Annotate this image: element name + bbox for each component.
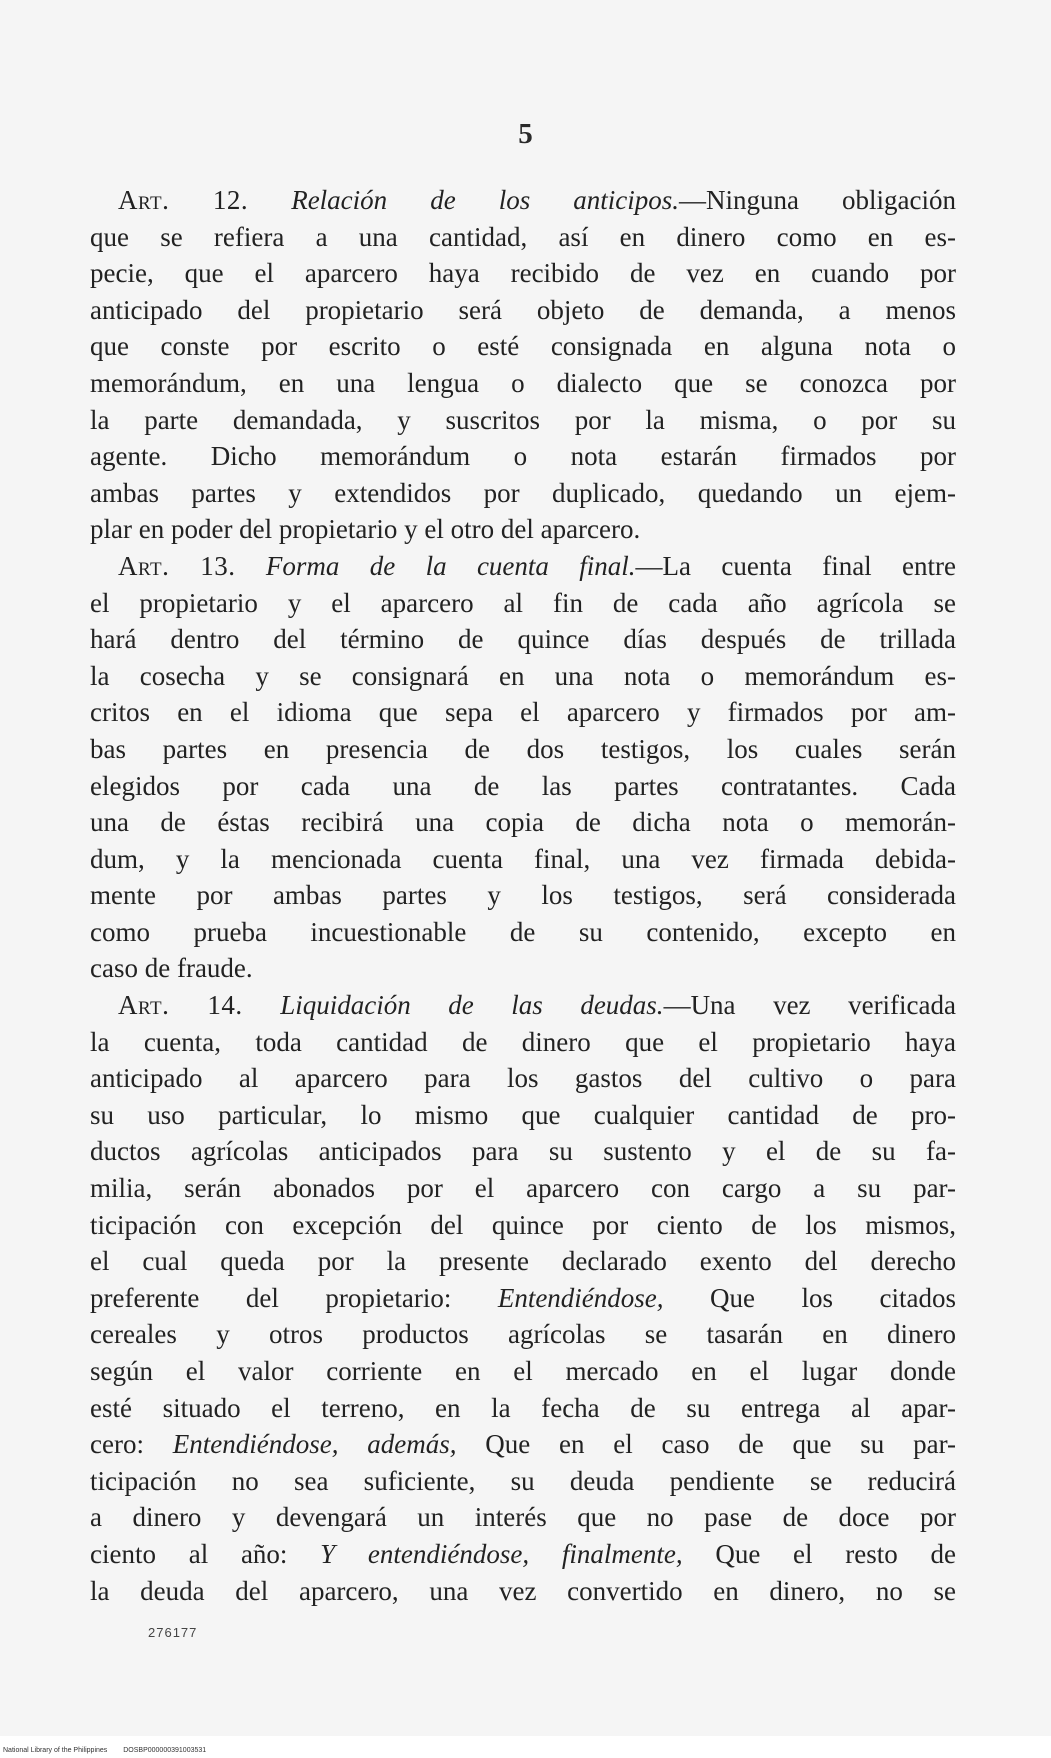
art14-title: Liquidación de las deudas. [280,990,664,1021]
art14-line-2: la cuenta, toda cantidad de dinero que el propietario haya [90,1026,956,1057]
art12-line-7: la parte demandada, y suscritos por la misma, o por su [90,404,956,435]
art14-line-17: la deuda del aparcero, una vez convertido en dinero, no se [90,1575,956,1606]
art14-line-12: esté situado el terreno, en la fecha de su entrega al apar- [90,1392,956,1423]
art14-line-9 [90,1280,956,1317]
body-text [90,182,956,1609]
art14-line-8: el cual queda por la presente declarado exento del derecho [90,1246,956,1277]
art12-line-1 [90,182,956,219]
art12-line-8: agente. Dicho memorándum o nota estarán firmados por [90,441,956,472]
art14-line-4: su uso particular, lo mismo que cualquier cantidad de pro- [90,1099,956,1130]
art12-line-6: memorándum, en una lengua o dialecto que se conozca por [90,367,956,398]
art12-line-2: que se refiera a una cantidad, así en dinero como en es- [90,221,956,252]
art14-line-14: ticipación no sea suficiente, su deuda pendiente se reducirá [90,1465,956,1496]
art14-line-10: cereales y otros productos agrícolas se tasarán en dinero [90,1319,956,1350]
art13-title: Forma de la cuenta final. [265,550,636,581]
art13-line-1 [90,548,956,585]
art14-line-16-italic: Y entendiéndose, finalmente, [320,1538,683,1569]
art13-line-12: caso de fraude. [90,953,253,984]
art14-line-7: ticipación con excepción del quince por ciento de los mismos, [90,1209,956,1240]
art14-line-13-italic: Entendiéndose, además, [172,1429,457,1460]
art14-line-13 [90,1426,956,1463]
printer-code: 276177 [148,1625,198,1640]
art14-line-13-pre: cero: [90,1429,173,1460]
art12-line-9: ambas partes y extendidos por duplicado, quedando un ejem- [90,477,956,508]
art14-line-9-post: Que los citados [663,1282,956,1313]
art14-line-11: según el valor corriente en el mercado en el lugar donde [90,1356,956,1386]
art14-line-1 [90,987,956,1024]
art13-line-5: critos en el idioma que sepa el aparcero y firmados por am- [90,697,956,728]
art14-line-16 [90,1536,956,1573]
page-number: 5 [518,118,533,150]
art14-line-16-post: Que el resto de [682,1538,956,1569]
art13-line-6: bas partes en presencia de dos testigos, los cuales serán [90,733,956,764]
art12-line-3: pecie, que el aparcero haya recibido de vez en cuando por [90,258,956,289]
scan-footer-text [3,1747,220,1754]
art14-text: —Una vez verificada [663,990,957,1021]
footer-library: National Library of the Philippines [3,1747,108,1754]
art12-text: —Ninguna obligación [679,185,956,215]
art14-line-9-italic: Entendiéndose, [497,1282,664,1313]
art12-label: Art. 12. [118,185,249,215]
footer-code: DOSBP000000391003531 [123,1747,207,1754]
art12-line-4: anticipado del propietario será objeto de demanda, a menos [90,294,956,325]
art12-line-5: que conste por escrito o esté consignada en alguna nota o [90,331,956,362]
art13-line-10: mente por ambas partes y los testigos, será considerada [90,880,956,911]
art14-line-5: ductos agrícolas anticipados para su sustento y el de su fa- [90,1136,956,1167]
art13-line-8: una de éstas recibirá una copia de dicha nota o memorán- [90,807,956,838]
scan-footer [0,1736,1051,1758]
art12-title: Relación de los anticipos. [291,185,679,215]
art13-line-11: como prueba incuestionable de su contenido, excepto en [90,916,956,947]
art13-line-2: el propietario y el aparcero al fin de cada año agrícola se [90,587,956,618]
art13-line-4: la cosecha y se consignará en una nota o memorándum es- [90,660,956,691]
art13-line-9: dum, y la mencionada cuenta final, una vez firmada debida- [90,843,956,874]
art14-line-3: anticipado al aparcero para los gastos del cultivo o para [90,1063,956,1094]
art14-line-13-post: Que en el caso de que su par- [456,1429,957,1460]
art13-line-7: elegidos por cada una de las partes contratantes. Cada [90,770,956,801]
art13-text: —La cuenta final entre [635,550,957,581]
art14-line-9-pre: preferente del propietario: [90,1282,498,1313]
art12-line-10: plar en poder del propietario y el otro del aparcero. [90,514,641,545]
art14-label: Art. 14. [118,990,243,1021]
art14-line-15: a dinero y devengará un interés que no pase de doce por [90,1502,956,1533]
art13-label: Art. 13. [118,550,236,581]
art14-line-16-pre: ciento al año: [90,1538,321,1569]
art14-line-6: milia, serán abonados por el aparcero con cargo a su par- [90,1173,956,1204]
art13-line-3: hará dentro del término de quince días después de trillada [90,624,956,655]
